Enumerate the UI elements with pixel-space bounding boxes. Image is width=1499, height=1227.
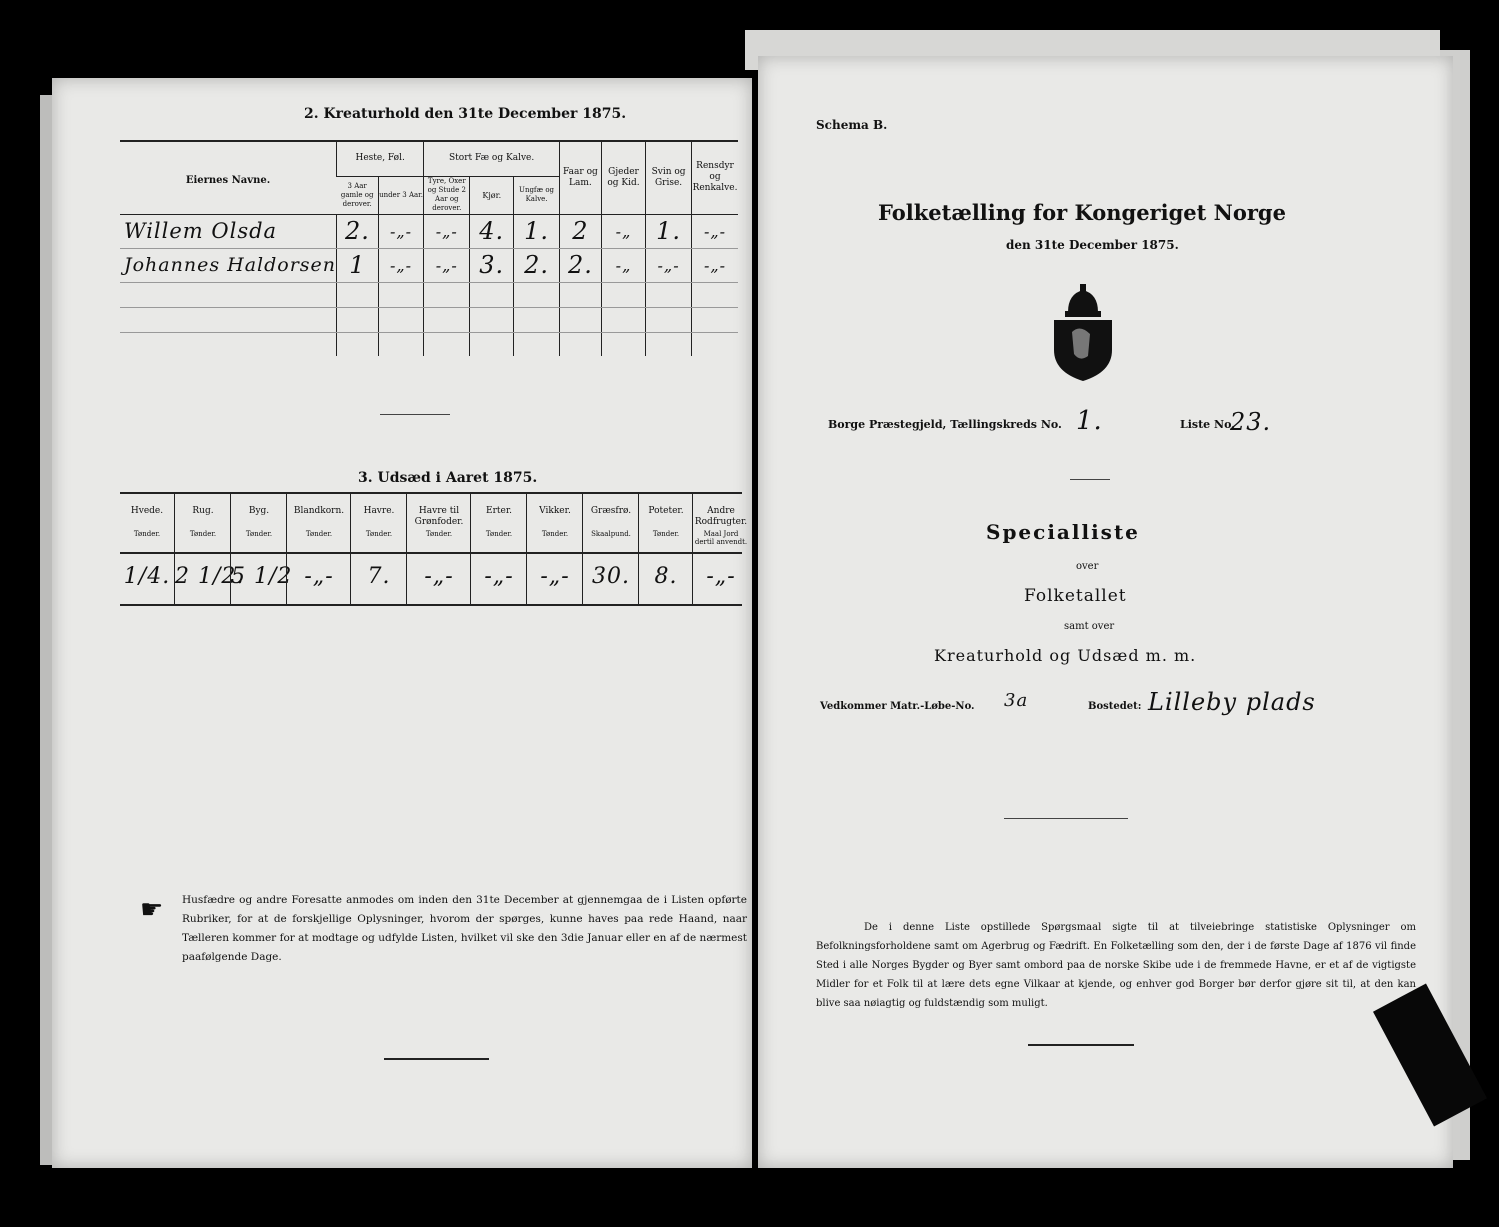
matr-value: 3a <box>1004 690 1029 711</box>
seed-unit: Tønder. <box>652 530 680 538</box>
seed-column <box>120 494 174 604</box>
separator <box>1028 1044 1134 1046</box>
seed-unit: Skaalpund. <box>591 530 631 538</box>
separator <box>1004 818 1128 819</box>
seed-column <box>470 494 527 604</box>
seed-header: Vikker. <box>539 506 571 516</box>
value-cell: -„- <box>646 248 692 282</box>
seed-header: Hvede. <box>130 506 164 516</box>
col-horses-old: 3 Aar gamle og derover. <box>337 176 379 214</box>
col-owner: Eiernes Navne. <box>120 142 337 214</box>
matr-label: Vedkommer Matr.-Løbe-No. <box>820 701 975 712</box>
separator <box>380 414 450 415</box>
value-cell: -„- <box>424 214 470 248</box>
seed-unit: Tønder. <box>541 530 569 538</box>
over-label: over <box>1076 561 1099 572</box>
main-title: Folketælling for Kongeriget Norge <box>878 200 1286 225</box>
col-goats: Gjeder og Kid. <box>601 142 645 214</box>
seed-header-rule <box>120 552 742 554</box>
district-label: Borge Præstegjeld, Tællingskreds No. <box>828 418 1062 431</box>
col-pigs: Svin og Grise. <box>646 142 692 214</box>
bosted-value: Lilleby plads <box>1148 688 1316 716</box>
col-cows: Kjør. <box>470 176 514 214</box>
list-label: Liste No. <box>1180 418 1236 431</box>
seed-value: -„- <box>484 564 514 589</box>
section2-title: 2. Kreaturhold den 31te December 1875. <box>304 106 627 122</box>
seed-column <box>582 494 639 604</box>
kreatur-title: Kreaturhold og Udsæd m. m. <box>934 646 1197 665</box>
seed-unit: Tønder. <box>305 530 333 538</box>
table-row <box>120 248 738 282</box>
folketallet: Folketallet <box>1024 586 1127 606</box>
value-cell: -„- <box>692 248 738 282</box>
seed-header: Havre. <box>363 506 395 516</box>
seed-header: Andre Rodfrugter. <box>694 506 748 527</box>
seed-column <box>286 494 351 604</box>
value-cell: 2. <box>559 248 601 282</box>
value-cell: -„ <box>601 248 645 282</box>
seed-header: Poteter. <box>648 506 684 516</box>
value-cell: 1. <box>646 214 692 248</box>
seed-column <box>638 494 693 604</box>
col-reindeer: Rensdyr og Renkalve. <box>692 142 738 214</box>
owner-cell: Willem Olsda <box>120 214 337 248</box>
right-page <box>758 56 1453 1168</box>
special-title: Specialliste <box>986 520 1140 544</box>
left-page <box>52 78 752 1168</box>
col-oxen: Tyre, Oxer og Stude 2 Aar og derover. <box>424 176 470 214</box>
value-cell: 1 <box>337 248 379 282</box>
subtitle: den 31te December 1875. <box>1006 238 1179 252</box>
seed-column <box>692 494 749 604</box>
footer-text: De i denne Liste opstillede Spørgsmaal sigte til at tilveiebringe statistiske Oplysninger om Befolkningsforholdene samt om Agerbrug og Fædrift. En Folketælling som den, der i de første Dage af 1876 vil finde Sted i alle Norges Bygder og Byer samt ombord paa de norske Skibe ude i de fremmede Havne, er et af de vigtigste Midler for et Folk til at lære dets egne Vilkaar at kjende, og enhver god Borger bør derfor gjøre sit til, at den kan blive saa nøiagtig og fuldstændig som muligt. <box>816 922 1416 1009</box>
separator <box>384 1058 489 1060</box>
seed-column <box>350 494 407 604</box>
value-cell: 1. <box>514 214 560 248</box>
seed-value: 30. <box>592 564 630 589</box>
seed-unit: Tønder. <box>485 530 513 538</box>
seed-value: 2 1/2. <box>175 564 245 589</box>
samt-label: samt over <box>1064 621 1115 632</box>
list-number: 23. <box>1230 408 1272 436</box>
value-cell: -„ <box>601 214 645 248</box>
bosted-label: Bostedet: <box>1088 701 1142 712</box>
col-horses-young: under 3 Aar. <box>378 176 424 214</box>
table-row <box>120 307 738 332</box>
value-cell: -„- <box>378 214 424 248</box>
seed-unit: Maal Jord dertil anvendt. <box>694 530 748 546</box>
seed-header: Havre til Grønfoder. <box>414 506 464 527</box>
seed-header: Græsfrø. <box>590 506 632 516</box>
seed-table <box>120 494 748 604</box>
value-cell: 3. <box>470 248 514 282</box>
section3-title: 3. Udsæd i Aaret 1875. <box>358 470 538 486</box>
coat-of-arms-icon <box>1050 284 1116 382</box>
seed-unit: Tønder. <box>425 530 453 538</box>
value-cell: -„- <box>692 214 738 248</box>
table-row <box>120 332 738 356</box>
seed-value: 7. <box>367 564 391 589</box>
seed-unit: Tønder. <box>189 530 217 538</box>
value-cell: -„- <box>424 248 470 282</box>
col-cattle: Stort Fæ og Kalve. <box>424 142 560 176</box>
seed-column <box>174 494 245 604</box>
seed-column <box>406 494 471 604</box>
seed-value: -„- <box>424 564 454 589</box>
value-cell: 2. <box>514 248 560 282</box>
livestock-table <box>120 142 738 356</box>
value-cell: 2 <box>559 214 601 248</box>
notice-text: Husfædre og andre Foresatte anmodes om inden den 31te December at gjennemgaa de i Listen opførte Rubriker, for at de forskjellige Oplysninger, hvorom der spørges, kunne haves paa rede Haand, naar Tælleren kommer for at modtage og udfylde Listen, hvilket vil ske den 3die Januar eller en af de nærmest paafølgende Dage. <box>182 894 747 963</box>
district-number: 1. <box>1076 406 1103 436</box>
table-row <box>120 214 738 248</box>
seed-header: Erter. <box>486 506 512 516</box>
seed-value: -„- <box>304 564 334 589</box>
pointing-hand-icon: ☛ <box>140 895 164 925</box>
separator <box>1070 479 1110 480</box>
seed-header: Rug. <box>192 506 214 516</box>
seed-column <box>230 494 293 604</box>
table-bottom-rule <box>120 604 742 606</box>
owner-cell: Johannes Haldorsen <box>120 248 337 282</box>
col-sheep: Faar og Lam. <box>559 142 601 214</box>
schema-label: Schema B. <box>816 118 888 132</box>
seed-unit: Tønder. <box>365 530 393 538</box>
value-cell: -„- <box>378 248 424 282</box>
seed-value: -„- <box>706 564 736 589</box>
seed-value: -„- <box>540 564 570 589</box>
seed-column <box>526 494 583 604</box>
col-calves: Ungfæ og Kalve. <box>514 176 560 214</box>
seed-unit: Tønder. <box>133 530 161 538</box>
seed-value: 8. <box>654 564 678 589</box>
table-row <box>120 282 738 307</box>
value-cell: 4. <box>470 214 514 248</box>
seed-header: Blandkorn. <box>293 506 345 516</box>
seed-header: Byg. <box>248 506 270 516</box>
seed-value: 5 1/2 <box>231 564 293 589</box>
value-cell: 2. <box>337 214 379 248</box>
col-horses: Heste, Føl. <box>337 142 424 176</box>
seed-unit: Tønder. <box>245 530 273 538</box>
seed-value: 1/4. <box>123 564 171 589</box>
